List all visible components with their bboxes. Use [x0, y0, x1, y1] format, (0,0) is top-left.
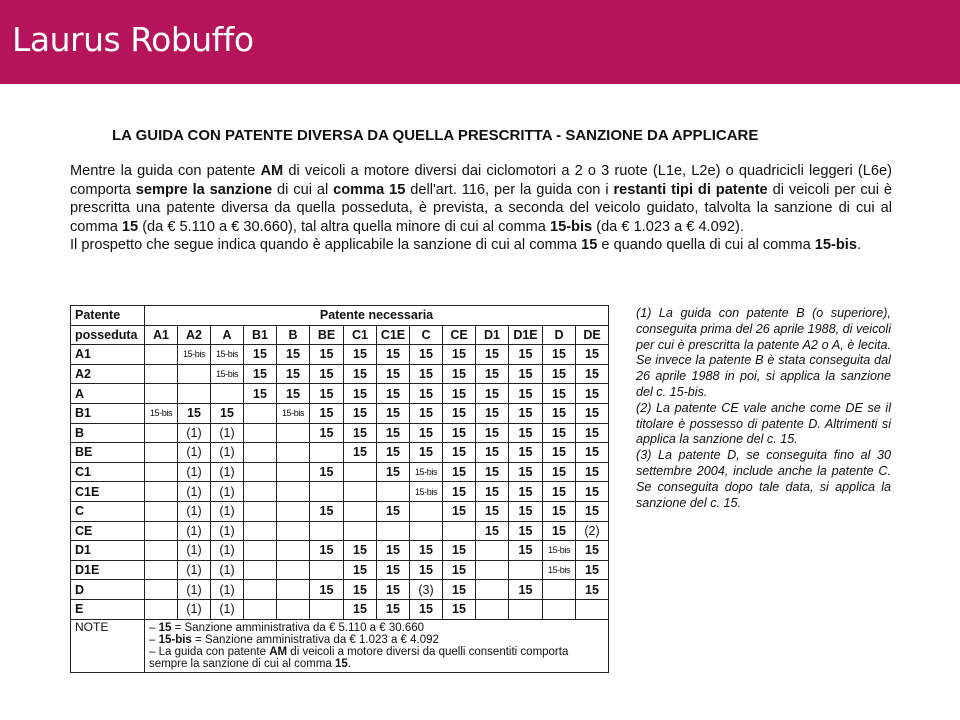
- table-cell: 15: [244, 364, 277, 384]
- column-header: A: [211, 325, 244, 345]
- table-cell: 15: [377, 580, 410, 600]
- header-row: [71, 306, 609, 326]
- column-header: C1E: [377, 325, 410, 345]
- table-cell: 15: [543, 501, 576, 521]
- table-cell: (1): [178, 501, 211, 521]
- row-label: C1: [71, 462, 145, 482]
- table-cell: 15: [476, 384, 509, 404]
- table-cell: (1): [211, 521, 244, 541]
- table-cell: (3): [410, 580, 443, 600]
- table-cell: [145, 443, 178, 463]
- sanctions-table: [70, 305, 609, 673]
- table-cell: (1): [211, 482, 244, 502]
- text-run: comma 15: [333, 181, 406, 198]
- table-cell: 15: [277, 345, 310, 365]
- table-cell: (1): [178, 580, 211, 600]
- text-run: 15-bis: [158, 633, 192, 646]
- table-cell: 15: [344, 580, 377, 600]
- table-row: [71, 521, 609, 541]
- table-cell: 15: [509, 580, 543, 600]
- table-cell: 15: [443, 345, 476, 365]
- table-cell: 15: [377, 541, 410, 561]
- table-cell: [410, 501, 443, 521]
- table-cell: 15: [344, 345, 377, 365]
- table-cell: (1): [178, 560, 211, 580]
- text-run: e quando quella di cui al comma: [597, 237, 815, 254]
- table-cell: 15: [443, 403, 476, 423]
- text-run: sempre la sanzione: [135, 181, 273, 198]
- column-header: C: [410, 325, 443, 345]
- header-required-label: Patente necessaria: [145, 306, 609, 326]
- table-cell: [509, 599, 543, 619]
- table-cell: [410, 521, 443, 541]
- table-cell: 15-bis: [211, 364, 244, 384]
- table-cell: 15: [310, 423, 344, 443]
- row-label: B: [71, 423, 145, 443]
- row-label: B1: [71, 403, 145, 423]
- table-cell: 15: [509, 423, 543, 443]
- table-cell: 15: [344, 384, 377, 404]
- table-cell: 15: [344, 560, 377, 580]
- table-row: [71, 482, 609, 502]
- text-run: (da € 5.110 a € 30.660), tal altra quella minore di cui al comma: [138, 218, 550, 235]
- table-cell: 15: [443, 364, 476, 384]
- table-cell: [178, 384, 211, 404]
- header-owned-label: Patente: [71, 306, 145, 326]
- side-notes: [636, 306, 891, 511]
- side-note: (1) La guida con patente B (o superiore), conseguita prima del 26 aprile 1988, di veicoli per cui è prescritta la patente A2 o A, è lecita. Se invece la patente B è stata conseguita dal 26 aprile 1988 in poi, si applica la sanzione del c. 15-bis.: [636, 306, 891, 399]
- table-cell: (2): [576, 521, 609, 541]
- row-label: D1: [71, 541, 145, 561]
- table-cell: 15: [509, 345, 543, 365]
- column-header: B1: [244, 325, 277, 345]
- table-cell: 15: [576, 560, 609, 580]
- text-run: Mentre la guida con patente: [70, 163, 261, 179]
- table-cell: 15: [410, 423, 443, 443]
- table-cell: [145, 599, 178, 619]
- table-row: [71, 403, 609, 423]
- row-label: BE: [71, 443, 145, 463]
- side-note: (2) La patente CE vale anche come DE se il titolare è possesso di patente D. Altrimenti si applica la sanzione del c. 15.: [636, 400, 891, 447]
- table-row: [71, 501, 609, 521]
- table-cell: [145, 364, 178, 384]
- table-cell: [509, 560, 543, 580]
- column-header-row: [71, 325, 609, 345]
- table-cell: 15: [377, 384, 410, 404]
- table-cell: [377, 521, 410, 541]
- text-run: .: [856, 237, 862, 254]
- table-cell: [476, 560, 509, 580]
- table-cell: 15: [410, 443, 443, 463]
- notes-label: NOTE: [71, 619, 145, 673]
- notes-cell: [145, 619, 609, 673]
- table-cell: [476, 580, 509, 600]
- table-cell: 15: [476, 521, 509, 541]
- table-cell: 15: [377, 403, 410, 423]
- table-row: [71, 443, 609, 463]
- table-cell: [277, 462, 310, 482]
- table-cell: 15: [443, 482, 476, 502]
- table-cell: 15: [244, 345, 277, 365]
- table-cell: [244, 560, 277, 580]
- table-cell: 15: [344, 541, 377, 561]
- table-cell: 15: [543, 521, 576, 541]
- table-cell: 15: [310, 364, 344, 384]
- intro-paragraph: [70, 236, 892, 255]
- table-row: [71, 599, 609, 619]
- table-cell: 15: [344, 599, 377, 619]
- table-cell: (1): [178, 482, 211, 502]
- table-cell: 15: [443, 443, 476, 463]
- table-cell: [244, 501, 277, 521]
- table-cell: 15: [310, 580, 344, 600]
- table-cell: 15: [576, 462, 609, 482]
- table-row: [71, 541, 609, 561]
- table-cell: 15: [310, 462, 344, 482]
- table-cell: 15: [310, 541, 344, 561]
- table-cell: (1): [178, 462, 211, 482]
- table-cell: 15-bis: [543, 560, 576, 580]
- text-run: .: [347, 658, 351, 671]
- table-cell: 15: [443, 541, 476, 561]
- column-header: CE: [443, 325, 476, 345]
- text-run: di veicoli per cui è prescritta una patente diversa da quella posseduta, è prevista, a seconda del veicolo guidato, talvolta la sanzione di cui al comma: [70, 181, 893, 235]
- table-cell: 15: [509, 443, 543, 463]
- table-cell: [244, 482, 277, 502]
- table-cell: 15: [476, 403, 509, 423]
- table-cell: 15: [543, 364, 576, 384]
- table-cell: [310, 482, 344, 502]
- table-cell: 15: [377, 364, 410, 384]
- text-run: restanti tipi di patente: [613, 181, 768, 198]
- table-cell: [277, 443, 310, 463]
- notes-row: [71, 619, 609, 673]
- row-label: D: [71, 580, 145, 600]
- table-cell: 15: [543, 482, 576, 502]
- table-cell: (1): [211, 541, 244, 561]
- table-cell: 15: [543, 345, 576, 365]
- table-cell: [344, 501, 377, 521]
- table-cell: 15: [576, 403, 609, 423]
- table-cell: 15: [509, 482, 543, 502]
- text-run: 15-bis: [549, 218, 593, 235]
- slide-header: [0, 0, 960, 84]
- table-cell: (1): [211, 580, 244, 600]
- table-cell: [145, 501, 178, 521]
- row-label: A2: [71, 364, 145, 384]
- table-cell: [277, 521, 310, 541]
- table-cell: [277, 599, 310, 619]
- table-cell: [277, 560, 310, 580]
- text-run: –: [149, 621, 159, 634]
- text-run: 15: [121, 218, 139, 235]
- intro-text: [70, 162, 892, 255]
- table-cell: [310, 443, 344, 463]
- table-cell: 15-bis: [410, 482, 443, 502]
- table-cell: 15: [443, 560, 476, 580]
- table-cell: 15: [543, 423, 576, 443]
- table-cell: [145, 521, 178, 541]
- table-cell: 15: [410, 345, 443, 365]
- table-cell: 15: [377, 560, 410, 580]
- table-cell: [244, 521, 277, 541]
- table-cell: [576, 599, 609, 619]
- text-run: di cui al: [272, 181, 334, 198]
- table-cell: 15: [344, 443, 377, 463]
- table-cell: [244, 599, 277, 619]
- table-cell: [145, 345, 178, 365]
- table-cell: 15: [410, 560, 443, 580]
- table-cell: [310, 560, 344, 580]
- text-run: 15: [158, 621, 172, 634]
- table-cell: 15: [576, 501, 609, 521]
- text-run: – La guida con patente: [149, 645, 270, 658]
- table-cell: 15: [377, 443, 410, 463]
- table-cell: 15: [377, 462, 410, 482]
- text-run: Il prospetto che segue indica quando è applicabile la sanzione di cui al comma: [70, 237, 582, 254]
- table-cell: 15: [576, 384, 609, 404]
- text-run: 15: [581, 237, 598, 254]
- table-cell: [145, 580, 178, 600]
- table-cell: 15: [509, 384, 543, 404]
- table-cell: 15-bis: [277, 403, 310, 423]
- table-cell: (1): [178, 423, 211, 443]
- table-cell: [244, 403, 277, 423]
- note-line: [149, 622, 604, 634]
- table-cell: 15: [211, 403, 244, 423]
- table-cell: 15: [476, 462, 509, 482]
- table-cell: [277, 580, 310, 600]
- table-cell: [344, 482, 377, 502]
- table-cell: 15: [576, 482, 609, 502]
- table-cell: 15: [476, 345, 509, 365]
- table-row: [71, 364, 609, 384]
- table-cell: [443, 521, 476, 541]
- table-cell: (1): [178, 521, 211, 541]
- header-title: Laurus Robuffo: [12, 20, 254, 59]
- table-cell: 15: [310, 403, 344, 423]
- text-run: di veicoli a motore diversi da quelli consentiti comporta sempre la sanzione di cui al comma: [149, 645, 569, 671]
- column-header: DE: [576, 325, 609, 345]
- table-cell: 15: [277, 364, 310, 384]
- table-cell: 15: [476, 443, 509, 463]
- table-cell: 15: [310, 501, 344, 521]
- table-cell: 15: [410, 384, 443, 404]
- text-run: = Sanzione amministrativa da € 1.023 a € 4.092: [191, 633, 439, 646]
- table-cell: [277, 423, 310, 443]
- table-cell: [244, 423, 277, 443]
- table-cell: 15: [476, 501, 509, 521]
- header-owned-label: posseduta: [71, 325, 145, 345]
- table-cell: [543, 580, 576, 600]
- table-cell: 15: [476, 482, 509, 502]
- table-cell: 15: [476, 364, 509, 384]
- table-row: [71, 560, 609, 580]
- table-cell: 15: [178, 403, 211, 423]
- table-cell: 15: [410, 364, 443, 384]
- table-cell: 15: [543, 443, 576, 463]
- table-cell: [244, 541, 277, 561]
- note-line: [149, 646, 604, 670]
- table-cell: 15: [410, 599, 443, 619]
- table-cell: 15: [344, 364, 377, 384]
- table-cell: 15: [509, 521, 543, 541]
- text-run: 15: [335, 658, 348, 671]
- table-cell: [277, 501, 310, 521]
- table-cell: 15: [576, 580, 609, 600]
- table-cell: [543, 599, 576, 619]
- table-cell: [344, 521, 377, 541]
- table-cell: [310, 599, 344, 619]
- table-cell: 15: [576, 364, 609, 384]
- table-cell: (1): [211, 462, 244, 482]
- table-cell: (1): [178, 599, 211, 619]
- column-header: A2: [178, 325, 211, 345]
- table-cell: (1): [211, 443, 244, 463]
- table-cell: [277, 541, 310, 561]
- table-row: [71, 423, 609, 443]
- column-header: A1: [145, 325, 178, 345]
- note-line: [149, 634, 604, 646]
- intro-paragraph: [70, 162, 892, 236]
- table-cell: 15: [344, 403, 377, 423]
- table-cell: [145, 423, 178, 443]
- row-label: E: [71, 599, 145, 619]
- table-cell: [277, 482, 310, 502]
- table-cell: [244, 580, 277, 600]
- column-header: D1E: [509, 325, 543, 345]
- row-label: A1: [71, 345, 145, 365]
- table-cell: [145, 560, 178, 580]
- text-run: AM: [269, 645, 288, 658]
- table-cell: [344, 462, 377, 482]
- text-run: AM: [260, 163, 284, 179]
- table-cell: 15: [576, 541, 609, 561]
- table-cell: 15: [344, 423, 377, 443]
- table-cell: 15: [509, 541, 543, 561]
- table-cell: [178, 364, 211, 384]
- table-cell: 15: [576, 345, 609, 365]
- table-cell: [310, 521, 344, 541]
- row-label: C1E: [71, 482, 145, 502]
- column-header: D: [543, 325, 576, 345]
- table-cell: [476, 541, 509, 561]
- table-cell: [476, 599, 509, 619]
- table-cell: 15: [476, 423, 509, 443]
- table-cell: 15: [377, 345, 410, 365]
- table-cell: [145, 462, 178, 482]
- table-cell: 15: [576, 423, 609, 443]
- table-cell: 15: [310, 384, 344, 404]
- table-cell: 15-bis: [410, 462, 443, 482]
- row-label: A: [71, 384, 145, 404]
- table-cell: [145, 541, 178, 561]
- column-header: C1: [344, 325, 377, 345]
- table-cell: [377, 482, 410, 502]
- table-row: [71, 384, 609, 404]
- table-cell: 15: [277, 384, 310, 404]
- table-cell: (1): [211, 501, 244, 521]
- row-label: CE: [71, 521, 145, 541]
- text-run: 15-bis: [814, 237, 857, 254]
- document-title: LA GUIDA CON PATENTE DIVERSA DA QUELLA PRESCRITTA - SANZIONE DA APPLICARE: [112, 127, 759, 144]
- table-cell: 15: [443, 501, 476, 521]
- table-cell: (1): [211, 560, 244, 580]
- table-cell: 15: [443, 462, 476, 482]
- table-cell: (1): [178, 443, 211, 463]
- text-run: di veicoli a motore diversi dai ciclomotori a 2 o 3 ruote (L1e, L2e) o quadricicli leggeri (L6e) comporta: [70, 163, 893, 198]
- table-row: [71, 580, 609, 600]
- text-run: (da € 1.023 a € 4.092).: [592, 218, 744, 235]
- table-cell: 15: [443, 599, 476, 619]
- table-cell: 15: [310, 345, 344, 365]
- table-cell: (1): [211, 423, 244, 443]
- row-label: C: [71, 501, 145, 521]
- row-label: D1E: [71, 560, 145, 580]
- table-cell: (1): [178, 541, 211, 561]
- table-cell: 15: [543, 384, 576, 404]
- column-header: D1: [476, 325, 509, 345]
- table-cell: [145, 482, 178, 502]
- table-cell: 15: [443, 384, 476, 404]
- table-cell: 15: [543, 462, 576, 482]
- table-cell: 15: [377, 423, 410, 443]
- table-cell: 15: [509, 403, 543, 423]
- table-row: [71, 462, 609, 482]
- table-cell: 15: [377, 501, 410, 521]
- text-run: = Sanzione amministrativa da € 5.110 a € 30.660: [171, 621, 425, 634]
- table-cell: 15: [443, 423, 476, 443]
- table-cell: 15: [410, 403, 443, 423]
- table-cell: 15: [576, 443, 609, 463]
- table-cell: 15: [509, 501, 543, 521]
- table-cell: 15: [509, 364, 543, 384]
- table-cell: [145, 384, 178, 404]
- side-note: (3) La patente D, se conseguita fino al 30 settembre 2004, include anche la patente C. Se conseguita dopo tale data, si applica la sanzione del c. 15.: [636, 448, 891, 510]
- table-cell: 15: [443, 580, 476, 600]
- text-run: –: [149, 633, 159, 646]
- table-cell: [244, 462, 277, 482]
- table-cell: 15-bis: [145, 403, 178, 423]
- table-cell: 15-bis: [543, 541, 576, 561]
- table-cell: (1): [211, 599, 244, 619]
- table-cell: 15-bis: [211, 345, 244, 365]
- table-cell: [244, 443, 277, 463]
- table-cell: 15: [377, 599, 410, 619]
- text-run: dell'art. 116, per la guida con i: [405, 181, 614, 198]
- table-cell: 15: [410, 541, 443, 561]
- table-cell: 15: [244, 384, 277, 404]
- table-cell: [211, 384, 244, 404]
- table-cell: 15-bis: [178, 345, 211, 365]
- table-row: [71, 345, 609, 365]
- column-header: B: [277, 325, 310, 345]
- table-cell: 15: [543, 403, 576, 423]
- table-cell: 15: [509, 462, 543, 482]
- column-header: BE: [310, 325, 344, 345]
